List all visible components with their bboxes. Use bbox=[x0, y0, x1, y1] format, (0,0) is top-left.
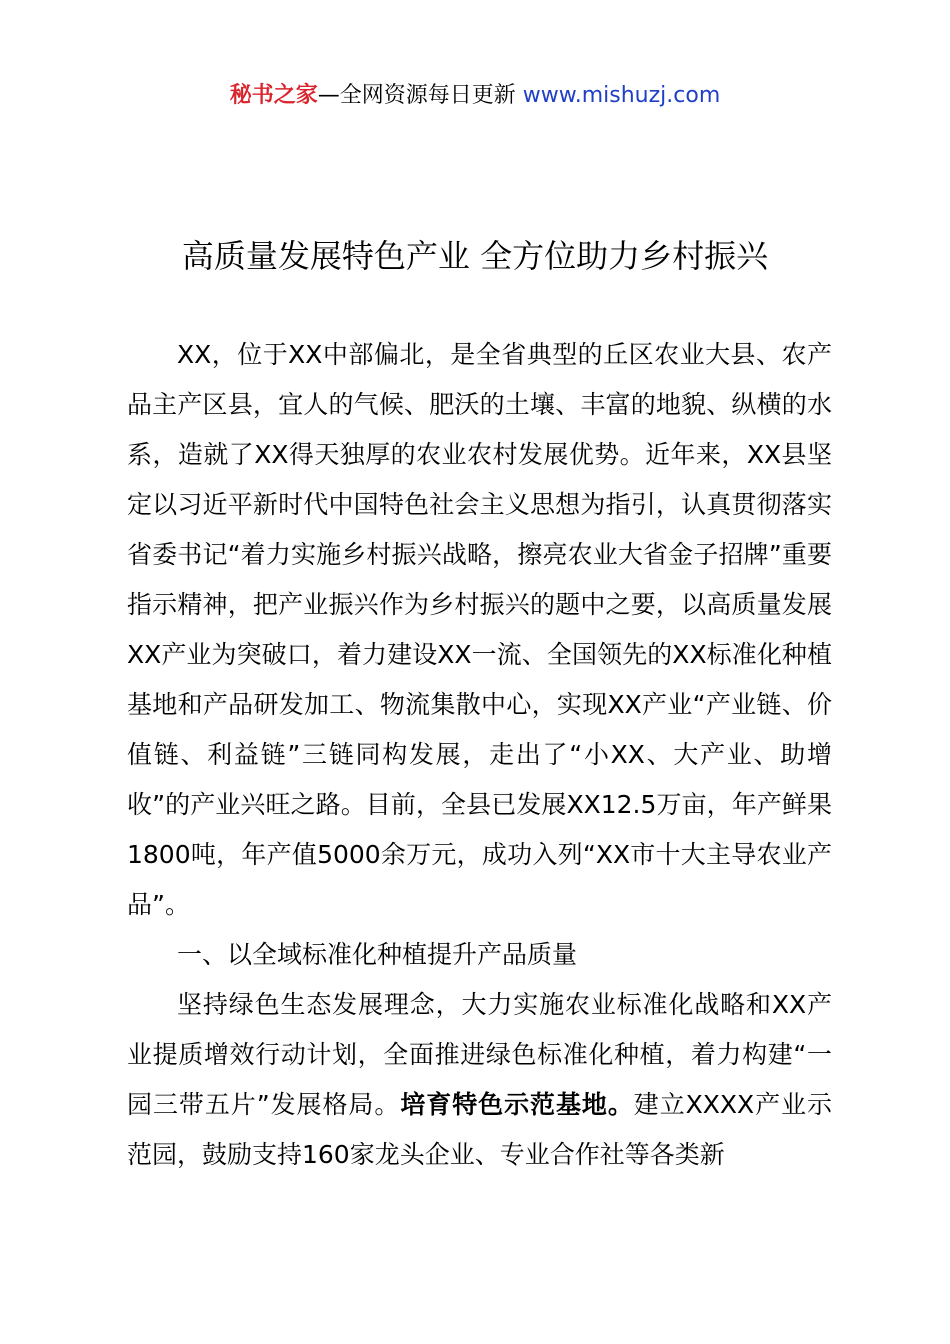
document-body bbox=[127, 330, 832, 1180]
paragraph-section1 bbox=[127, 980, 832, 1180]
paragraph-intro: XX，位于XX中部偏北，是全省典型的丘区农业大县、农产品主产区县，宜人的气候、肥沃的土壤、丰富的地貌、纵横的水系，造就了XX得天独厚的农业农村发展优势。近年来，XX县坚定以习近平新时代中国特色社会主义思想为指引，认真贯彻落实省委书记“着力实施乡村振兴战略，擦亮农业大省金子招牌”重要指示精神，把产业振兴作为乡村振兴的题中之要，以高质量发展XX产业为突破口，着力建设XX一流、全国领先的XX标准化种植基地和产品研发加工、物流集散中心，实现XX产业“产业链、价值链、利益链”三链同构发展，走出了“小XX、大产业、助增收”的产业兴旺之路。目前，全县已发展XX12.5万亩，年产鲜果1800吨，年产值5000余万元，成功入列“XX市十大主导农业产品”。 bbox=[127, 340, 832, 919]
document-title: 高质量发展特色产业 全方位助力乡村振兴 bbox=[181, 237, 769, 275]
section-heading: 一、以全域标准化种植提升产品质量 bbox=[177, 940, 578, 969]
paragraph-text: 坚持绿色生态发展理念，大力实施农业标准化战略和XX产业提质增效行动计划，全面推进绿色标准化种植，着力构建“一园三带五片”发展格局。 bbox=[127, 990, 832, 1119]
paragraph-bold-lead: 培育特色示范基地。 bbox=[400, 1090, 634, 1119]
site-tagline: —全网资源每日更新 bbox=[317, 83, 523, 108]
paragraph-text: 建立XXXX产业示范园，鼓励支持160家龙头企业、专业合作社等各类新 bbox=[127, 1090, 832, 1169]
site-url-link[interactable]: www.mishuzj.com bbox=[522, 83, 721, 108]
site-brand: 秘书之家 bbox=[229, 83, 318, 108]
site-header bbox=[0, 80, 950, 112]
